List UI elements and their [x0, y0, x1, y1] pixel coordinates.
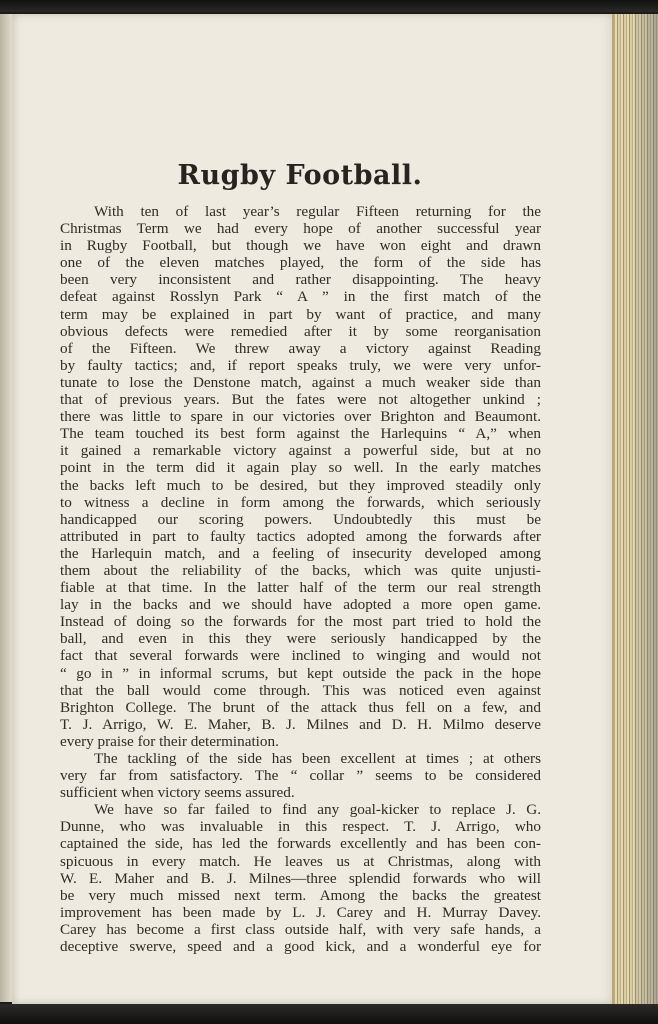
text-line: lay in the backs and we should have adopted a more open game.	[60, 596, 541, 614]
text-line: obvious defects were remedied after it by some reorganisation	[60, 322, 541, 340]
scanner-top-edge	[0, 0, 658, 12]
text-line: point in the term did it again play so well. In the early matches	[60, 459, 541, 477]
text-line: that of previous years. But the fates were not altogether unkind ;	[60, 391, 541, 409]
text-line: The team touched its best form against the Harlequins “ A,” when	[60, 425, 541, 443]
text-line: Dunne, who was invaluable in this respect. T. J. Arrigo, who	[60, 818, 541, 836]
text-line: attributed in part to faulty tactics adopted among the forwards after	[60, 527, 541, 545]
text-line: been very inconsistent and rather disappointing. The heavy	[60, 271, 541, 289]
text-line: Instead of doing so the forwards for the most part tried to hold the	[60, 613, 541, 631]
text-line: tunate to lose the Denstone match, against a much weaker side than	[60, 373, 541, 391]
text-line: be very much missed next term. Among the backs the greatest	[60, 886, 541, 904]
text-line: there was little to spare in our victories over Brighton and Beaumont.	[60, 408, 541, 426]
text-line: spicuous in every match. He leaves us at Christmas, along with	[60, 852, 541, 870]
text-line: handicapped our scoring powers. Undoubtedly this must be	[60, 510, 541, 528]
text-line: improvement has been made by L. J. Carey and H. Murray Davey.	[60, 903, 541, 921]
text-line: of the Fifteen. We threw away a victory against Reading	[60, 339, 541, 357]
text-line: Carey has become a first class outside half, with very safe hands, a	[60, 920, 541, 938]
text-line: in Rugby Football, but though we have won eight and drawn	[60, 237, 541, 255]
text-line: them about the reliability of the backs, which was quite unjusti-	[60, 561, 541, 579]
text-line: Christmas Term we had every hope of another successful year	[60, 220, 541, 238]
text-line: that the ball would come through. This was noticed even against	[60, 681, 541, 699]
text-line: Brighton College. The brunt of the attack thus fell on a few, and	[60, 698, 541, 716]
text-line: defeat against Rosslyn Park “ A ” in the first match of the	[60, 288, 541, 306]
text-line: the Harlequin match, and a feeling of insecurity developed among	[60, 544, 541, 562]
text-line: by faulty tactics; and, if report speaks truly, we were very unfor-	[60, 356, 541, 374]
text-line: fact that several forwards were inclined to winging and would not	[60, 647, 541, 665]
text-line: sufficient when victory seems assured.	[60, 784, 295, 802]
scanner-bottom-edge	[0, 1004, 658, 1024]
page-block-edges	[612, 14, 658, 1004]
text-line: W. E. Maher and B. J. Milnes—three splendid forwards who will	[60, 869, 541, 887]
text-line: ball, and even in this they were seriously handicapped by the	[60, 630, 541, 648]
text-line: one of the eleven matches played, the form of the side has	[60, 254, 541, 272]
text-line: “ go in ” in informal scrums, but kept outside the pack in the hope	[60, 664, 541, 682]
article-heading: Rugby Football.	[177, 160, 423, 191]
text-line: captained the side, has led the forwards excellently and has been con-	[60, 835, 541, 853]
text-line: With ten of last year’s regular Fifteen returning for the	[94, 203, 541, 220]
text-line: T. J. Arrigo, W. E. Maher, B. J. Milnes and D. H. Milmo deserve	[60, 715, 541, 733]
text-line: The tackling of the side has been excellent at times ; at others	[94, 750, 541, 767]
text-line: fiable at that time. In the latter half of the term our real strength	[60, 579, 541, 597]
text-line: We have so far failed to find any goal-kicker to replace J. G.	[94, 801, 541, 819]
text-line: it gained a remarkable victory against a powerful side, but at no	[60, 442, 541, 460]
text-line: term may be explained in part by want of practice, and many	[60, 305, 541, 323]
text-line: to witness a decline in form among the forwards, which seriously	[60, 493, 541, 511]
article-body	[60, 203, 541, 955]
text-line: deceptive swerve, speed and a good kick, and a wonderful eye for	[60, 938, 541, 956]
text-line: very far from satisfactory. The “ collar ” seems to be considered	[60, 767, 541, 785]
text-line: the backs left much to be desired, but they improved steadily only	[60, 476, 541, 494]
text-line: every praise for their determination.	[60, 732, 279, 750]
